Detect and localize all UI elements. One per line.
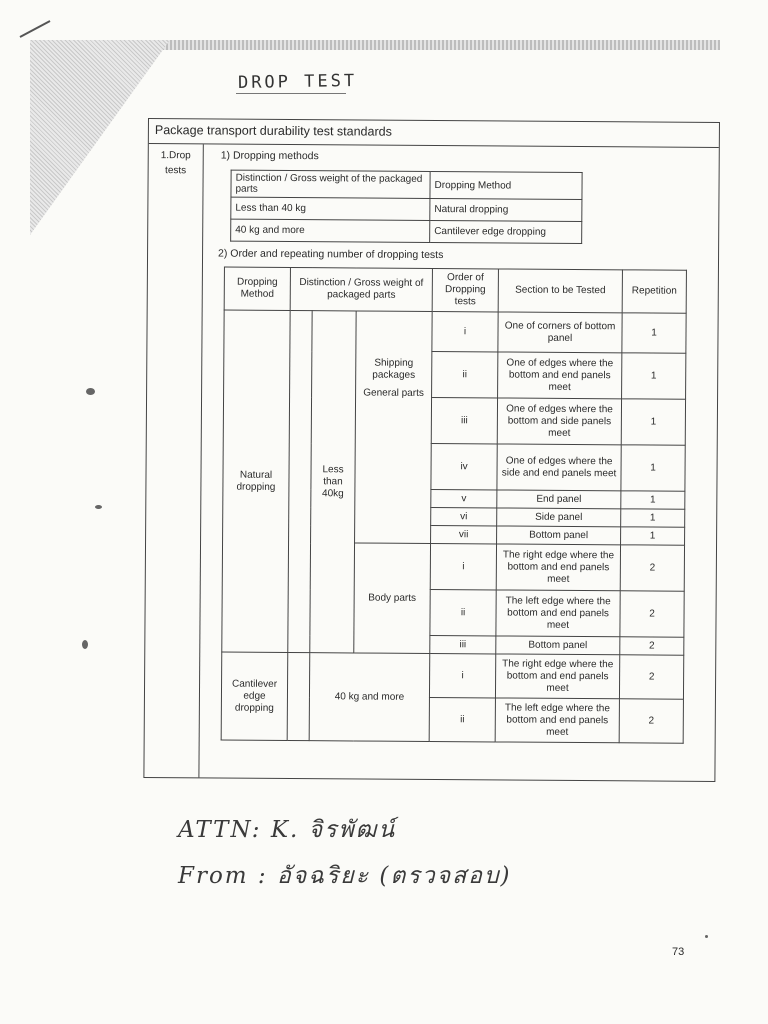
cell-section: Bottom panel — [497, 526, 621, 545]
page-number: 73 — [672, 946, 685, 958]
table-row — [224, 310, 686, 353]
table-row — [221, 652, 683, 699]
cell-section: The right edge where the bottom and end panels meet — [496, 544, 620, 591]
section-name: tests — [165, 165, 187, 177]
cell-weight-cantilever: 40 kg and more — [309, 653, 430, 742]
cell-repetition: 2 — [620, 545, 684, 591]
frame-header: Package transport durability test standards — [149, 119, 719, 148]
title-underline — [236, 93, 346, 94]
dropping-methods-table — [230, 170, 582, 244]
cell-section: One of edges where the bottom and side panels meet — [497, 398, 621, 445]
cell-repetition: 1 — [621, 491, 685, 509]
cell-order: i — [432, 311, 498, 351]
pen-mark — [20, 20, 51, 38]
cell-order: ii — [429, 697, 495, 741]
cell-order: vii — [431, 525, 497, 543]
header-distinction: Distinction / Gross weight of packaged parts — [290, 267, 432, 311]
cell-method: Natural dropping — [430, 198, 582, 221]
cell-repetition: 1 — [622, 313, 686, 353]
cell-order: i — [429, 653, 495, 697]
cell-section: The right edge where the bottom and end panels meet — [495, 654, 619, 699]
table-row — [231, 197, 582, 221]
cell-section: The left edge where the bottom and end panels meet — [496, 590, 620, 637]
handwritten-from: From : อัจฉริยะ (ตรวจสอบ) — [178, 863, 512, 889]
table-row — [231, 170, 582, 199]
cell-repetition: 2 — [619, 699, 683, 743]
header-dropping-method: Dropping Method — [430, 171, 582, 199]
order-repetition-table — [221, 267, 687, 744]
cell-repetition: 2 — [619, 655, 683, 699]
cell-repetition: 1 — [621, 445, 685, 491]
cell-order: iv — [431, 443, 497, 489]
section-number-column — [144, 144, 203, 777]
cell-repetition: 1 — [621, 399, 685, 445]
cell-order: v — [431, 489, 497, 507]
cell-section: The left edge where the bottom and end panels meet — [495, 698, 619, 743]
cell-section: Side panel — [497, 508, 621, 527]
cell-distinction: Less than 40 kg — [231, 197, 430, 220]
cell-group-general — [355, 311, 433, 544]
cell-repetition: 1 — [621, 509, 685, 527]
scan-speck — [705, 935, 708, 938]
cell-section: One of corners of bottom panel — [498, 312, 622, 353]
cell-method-natural: Natural dropping — [222, 310, 290, 652]
scan-speck — [95, 505, 102, 509]
header-distinction: Distinction / Gross weight of the packaged parts — [231, 170, 430, 198]
dropping-methods-heading: 1) Dropping methods — [220, 149, 319, 163]
cell-method-cantilever: Cantilever edge dropping — [221, 652, 288, 740]
group-label-shipping: Shipping packages — [372, 357, 416, 381]
cell-section: One of edges where the side and end panels meet — [497, 444, 621, 491]
cell-order: ii — [432, 351, 498, 397]
cell-order: ii — [430, 589, 496, 635]
cell-order: vi — [431, 507, 497, 525]
header-dropping-method: Dropping Method — [224, 267, 290, 310]
header-repetition: Repetition — [622, 270, 686, 313]
cell-group-body: Body parts — [354, 543, 431, 654]
cell-repetition: 1 — [621, 527, 685, 545]
header-section: Section to be Tested — [498, 269, 622, 313]
cell-spacer — [288, 310, 312, 652]
scan-speck — [86, 388, 95, 395]
test-standards-frame — [143, 118, 720, 782]
cell-weight-natural: Less than 40kg — [310, 311, 356, 653]
cell-section: One of edges where the bottom and end panels meet — [498, 352, 622, 399]
group-label-general: General parts — [363, 387, 424, 399]
cell-section: End panel — [497, 490, 621, 509]
cell-section: Bottom panel — [496, 636, 620, 655]
document-title: DROP TEST — [237, 70, 358, 94]
cell-repetition: 2 — [620, 591, 684, 637]
cell-order: iii — [431, 397, 497, 443]
table-header-row — [224, 267, 686, 313]
order-table-heading: 2) Order and repeating number of dropping tests — [218, 247, 444, 262]
header-order: Order of Dropping tests — [432, 268, 498, 311]
cell-order: i — [430, 543, 496, 589]
cell-spacer — [287, 652, 310, 740]
cell-repetition: 1 — [622, 353, 686, 399]
cell-repetition: 2 — [620, 637, 684, 655]
section-number: 1.Drop — [160, 150, 191, 162]
handwritten-attn: ATTN: K. จิรพัฒน์ — [178, 817, 397, 843]
table-row — [231, 219, 582, 243]
cell-order: iii — [430, 635, 496, 653]
cell-method: Cantilever edge dropping — [430, 220, 582, 243]
scan-speck — [82, 640, 88, 649]
cell-distinction: 40 kg and more — [231, 219, 430, 242]
